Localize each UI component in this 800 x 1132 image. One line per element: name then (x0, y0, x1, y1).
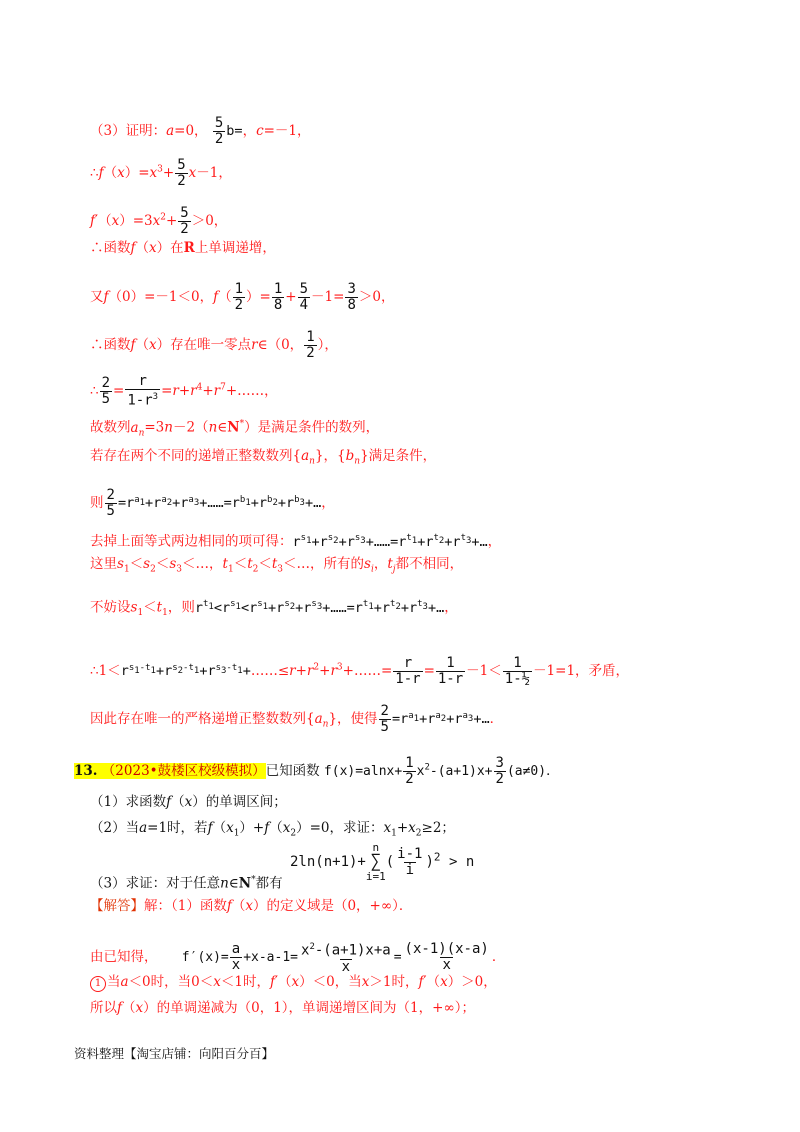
answer-line-4: 所以f（x）的单调递减为（0，1），单调递增区间为（1，+∞）； (90, 1000, 475, 1016)
problem-13-q3-formula: 2ln(n+1)+ n ∑ i=1 ( $\frac{i-1}{i}$ )$^2$ > n (290, 841, 475, 883)
proof-line-1: （3）证明：a=0， $\frac{5}{2}$ b=，c=－1， (90, 115, 311, 147)
problem-13-label: 13. （2023•鼓楼区校级模拟） (74, 763, 266, 779)
proof-line-8: 故数列$a_n=3n-2(n\in N^*)$是满足条件的数列， (90, 419, 380, 439)
proof-line-13: 不妨设$s_1<t_1$，则$r^{t_1}<r^{s_1}<r^{s_1}+r^{s_2}+r^{s_3}+\dots\dots=r^{t_1}+r^{t_2}+r^{t_3}+\dots$， (90, 599, 458, 619)
problem-13-q1: （1）求函数f（x）的单调区间； (90, 794, 287, 810)
page-footer: 资料整理【淘宝店铺：向阳百分百】 (74, 1046, 275, 1061)
answer-line-2: 由已知得， f′(x)= $\frac{a}{x}$ +x-a-1= $\frac{x^2-(a+1)x+a}{x}$ = $\frac{(x-1)(x-a)}{x}$ ． (90, 940, 506, 975)
proof-line-14: $\therefore 1<r^{s_1-t_1}+r^{s_2-t_1}+r^{s_3-t_1}+\dots\dots\le r+r^2+r^3+\dots\dots=$ $\frac{r}{1-r}$ = $\frac{1}{1-r}$ －1＜ $\frac{1}{\text{1-½}}$ －1=1，矛盾， (90, 655, 630, 687)
proof-line-12: 这里$s_1<s_2<s_3<\dots$，$t_1<t_2<t_3<\dots$，所有的$s_i$，$t_j$都不相同， (90, 556, 464, 575)
proof-line-4: ∴函数f（x）在R上单调递增， (90, 240, 276, 256)
answer-tag: 【解答】 (90, 898, 144, 914)
proof-line-7: ∴ $\frac{2}{5}$ = $\frac{r}{1-r^3}$ $=r+r^4+r^7+\dots\dots$， (90, 373, 278, 409)
problem-13-q2: （2）当a=1时，若$f(x_1)+f(x_2)=0$，求证：$x_1+x_2\ge 2$； (90, 820, 455, 839)
proof-line-5: 又f（0）=－1＜0，f（ $\frac{1}{2}$ ）= $\frac{1}{8}$ + $\frac{5}{4}$ －1= $\frac{3}{8}$ ＞0， (90, 281, 395, 313)
proof-line-10: 则 $\frac{2}{5}$ $=r^{a_1}+r^{a_2}+r^{a_3}+\dots\dots=r^{b_1}+r^{b_2}+r^{b_3}+\dots$， (90, 487, 335, 519)
proof-line-15: 因此存在唯一的严格递增正整数数列$\{a_n\}$，使得 $\frac{2}{5}$ $=r^{a_1}+r^{a_2}+r^{a_3}+\dots$． (90, 703, 504, 735)
proof-line-11: 去掉上面等式两边相同的项可得：$r^{s_1}+r^{s_2}+r^{s_3}+\dots\dots=r^{t_1}+r^{t_2}+r^{t_3}+\dots$， (90, 533, 502, 550)
proof-line-9: 若存在两个不同的递增正整数数列$\{a_n\}$，$\{b_n\}$满足条件， (90, 448, 437, 467)
proof-line-2: $\therefore f(x)=x^3+$ $\frac{5}{2}$ x－1， (90, 157, 232, 189)
proof-line-3: $f'(x)=3x^2+$ $\frac{5}{2}$ ＞0， (90, 205, 228, 237)
answer-line-3: 1 当a＜0时，当0＜x＜1时，f′（x）＜0，当x＞1时，f′（x）＞0， (90, 972, 497, 992)
proof-line-6: ∴函数f（x）存在唯一零点r∈（0， $\frac{1}{2}$ ）， (90, 329, 338, 361)
problem-13-q3: （3）求证：对于任意n∈N*都有 (90, 875, 283, 892)
problem-13-stem: 13. （2023•鼓楼区校级模拟）已知函数 f(x)=alnx+ $\frac{1}{2}$ $x^2-(a+1)x+$ $\frac{3}{2}$ (a≠0)． (74, 755, 560, 787)
answer-line-1: 【解答】解：（1）函数f（x）的定义域是（0，+∞）． (90, 898, 413, 914)
